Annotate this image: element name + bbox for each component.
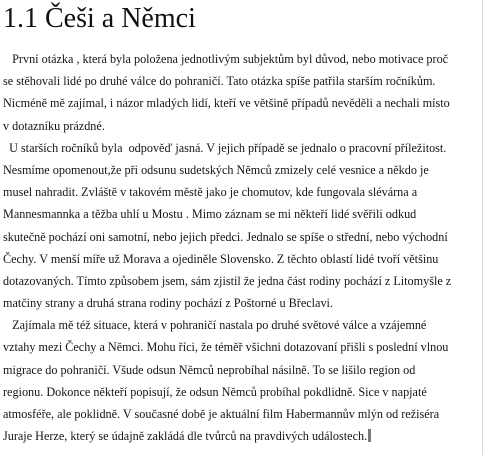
text-line: Mannesmannka a těžba uhlí u Mostu . Mimo záznam se mi někteří lidé svěřili odkud [3, 207, 417, 222]
text-line: atmosféře, ale poklidně. V současné době je aktuální film Habermannův mlýn od režiséra [3, 407, 440, 421]
text-line: regionu. Dokonce někteří popisují, že odsun Němců probíhal pokdlidně. Sice v napjaté [3, 384, 427, 399]
section-heading: 1.1 Češi a Němci [3, 3, 196, 34]
text-line: Nicméně mě zajímal, i názor mladých lidí, kteří ve většině případů nevěděli a nechali místo [3, 96, 450, 111]
text-line: První otázka , která byla položena jednotlivým subjektům byl důvod, nebo motivace proč [3, 52, 449, 66]
text-line: migrace do pohraničí. Všude odsun Němců neprobíhal násilně. To se lišilo region od [3, 362, 416, 377]
text-cursor [368, 429, 371, 442]
text-line: v dotazníku prázdné. [3, 118, 105, 133]
text-line: skutečně pochází oni samotní, nebo jejich předci. Jednalo se spíše o střední, nebo východní [3, 229, 448, 244]
text-line: matčiny strany a druhá strana rodiny pochází z Poštorné u Břeclavi. [3, 296, 333, 311]
text-line: Nesmíme opomenout,že při odsunu sudetských Němců zmizely celé vesnice a někdo je [3, 162, 429, 177]
text-line: Zajímala mě též situace, která v pohraničí nastala po druhé světové válce a vzájemné [3, 318, 427, 333]
text-line-last [3, 425, 479, 447]
text-line: musel nahradit. Zvláště v takovém městě jako je chomutov, kde fungovala slévárna a [3, 185, 418, 200]
text-line-content: Juraje Herze, který se údajně zakládá dle tvůrců na pravdivých událostech. [3, 429, 368, 444]
body-text[interactable] [3, 48, 479, 447]
text-line: U starších ročníků byla odpověď jasná. V jejich případě se jednalo o pracovní příležitost. [3, 140, 447, 155]
text-line: Čechy. V menší míře už Morava a ojediněle Slovensko. Z těchto oblastí lidé tvoří většinu [3, 251, 439, 266]
text-line: dotazovaných. Tímto způsobem jsem, sám zjistil že jedna část rodiny pochází z Litomyšle z [3, 273, 452, 288]
text-line: se stěhovali lidé po druhé válce do pohraničí. Tato otázka spíše patřila starším ročníkům. [3, 74, 436, 89]
text-line: vztahy mezi Čechy a Němci. Mohu říci, že téměř všichni dotazovaní přišli s poslední vlnou [3, 340, 449, 355]
